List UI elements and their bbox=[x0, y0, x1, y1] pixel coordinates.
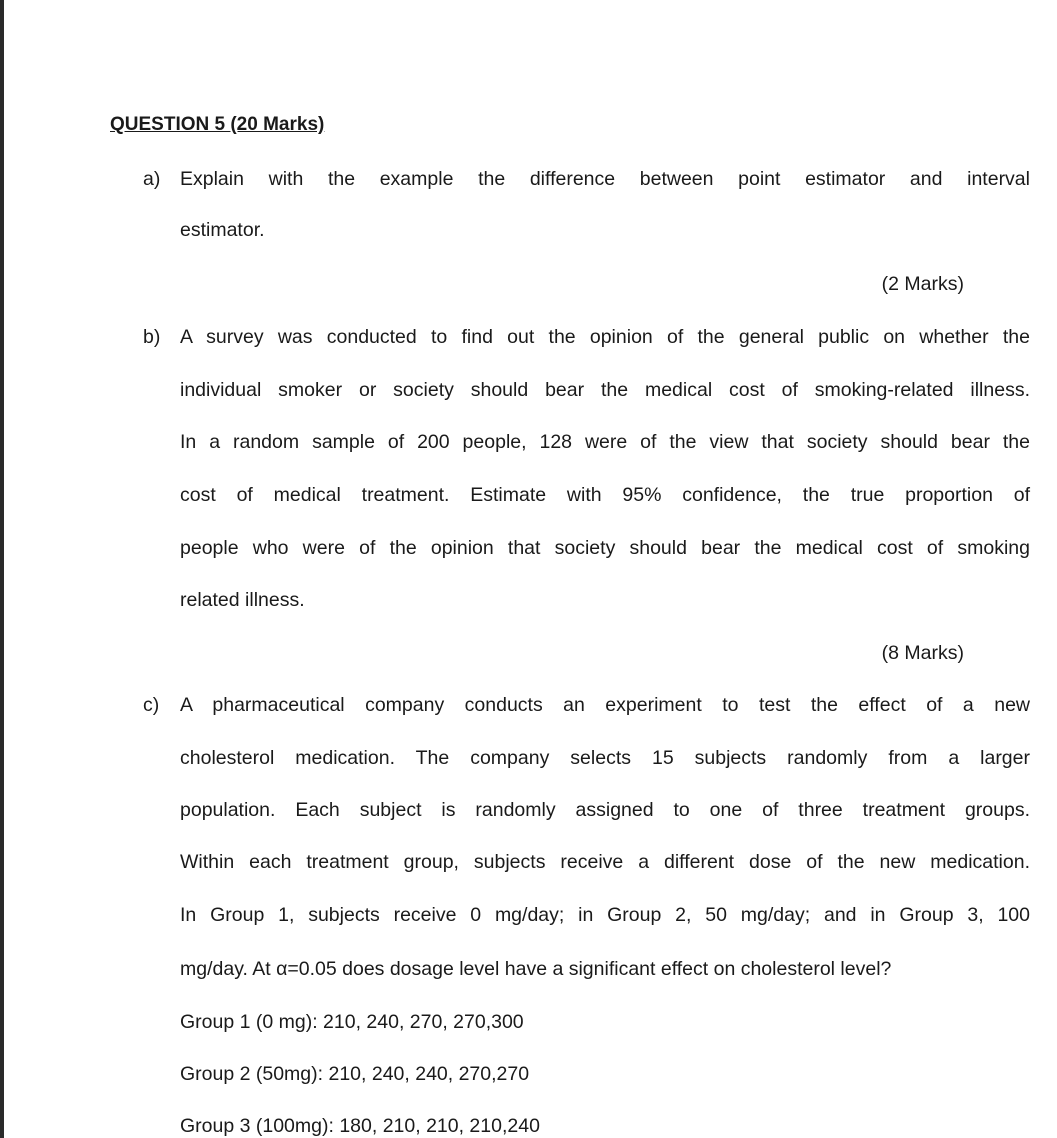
part-c-line-6: mg/day. At α=0.05 does dosage level have a significant effect on cholesterol level? bbox=[180, 958, 892, 980]
part-a-line-1: Explain with the example the difference between point estimator and interval bbox=[180, 168, 1030, 190]
part-b-line-1: A survey was conducted to find out the opinion of the general public on whether the bbox=[180, 326, 1030, 348]
part-b-line-4: cost of medical treatment. Estimate with 95% confidence, the true proportion of bbox=[180, 484, 1030, 506]
part-c-line-1: A pharmaceutical company conducts an experiment to test the effect of a new bbox=[180, 694, 1030, 716]
part-c-line-4: Within each treatment group, subjects receive a different dose of the new medication. bbox=[180, 851, 1030, 873]
part-b-marks: (8 Marks) bbox=[881, 642, 964, 664]
part-a-label: a) bbox=[143, 168, 161, 190]
part-a-marks: (2 Marks) bbox=[881, 273, 964, 295]
group-1-data: Group 1 (0 mg): 210, 240, 270, 270,300 bbox=[180, 1011, 524, 1033]
part-b-line-5: people who were of the opinion that society should bear the medical cost of smoking bbox=[180, 537, 1030, 559]
part-c-label: c) bbox=[143, 694, 160, 716]
part-c-line-2: cholesterol medication. The company selects 15 subjects randomly from a larger bbox=[180, 747, 1030, 769]
part-b-line-3: In a random sample of 200 people, 128 were of the view that society should bear the bbox=[180, 431, 1030, 453]
part-c-line-5: In Group 1, subjects receive 0 mg/day; in Group 2, 50 mg/day; and in Group 3, 100 bbox=[180, 904, 1030, 926]
question-heading: QUESTION 5 (20 Marks) bbox=[110, 114, 325, 135]
part-c-line-3: population. Each subject is randomly assigned to one of three treatment groups. bbox=[180, 799, 1030, 821]
page-left-border bbox=[0, 0, 4, 1138]
group-2-data: Group 2 (50mg): 210, 240, 240, 270,270 bbox=[180, 1063, 530, 1085]
part-a-line-2: estimator. bbox=[180, 219, 265, 241]
part-b-line-6: related illness. bbox=[180, 589, 305, 611]
part-b-line-2: individual smoker or society should bear the medical cost of smoking-related illness. bbox=[180, 379, 1030, 401]
group-3-data: Group 3 (100mg): 180, 210, 210, 210,240 bbox=[180, 1115, 540, 1137]
part-b-label: b) bbox=[143, 326, 161, 348]
